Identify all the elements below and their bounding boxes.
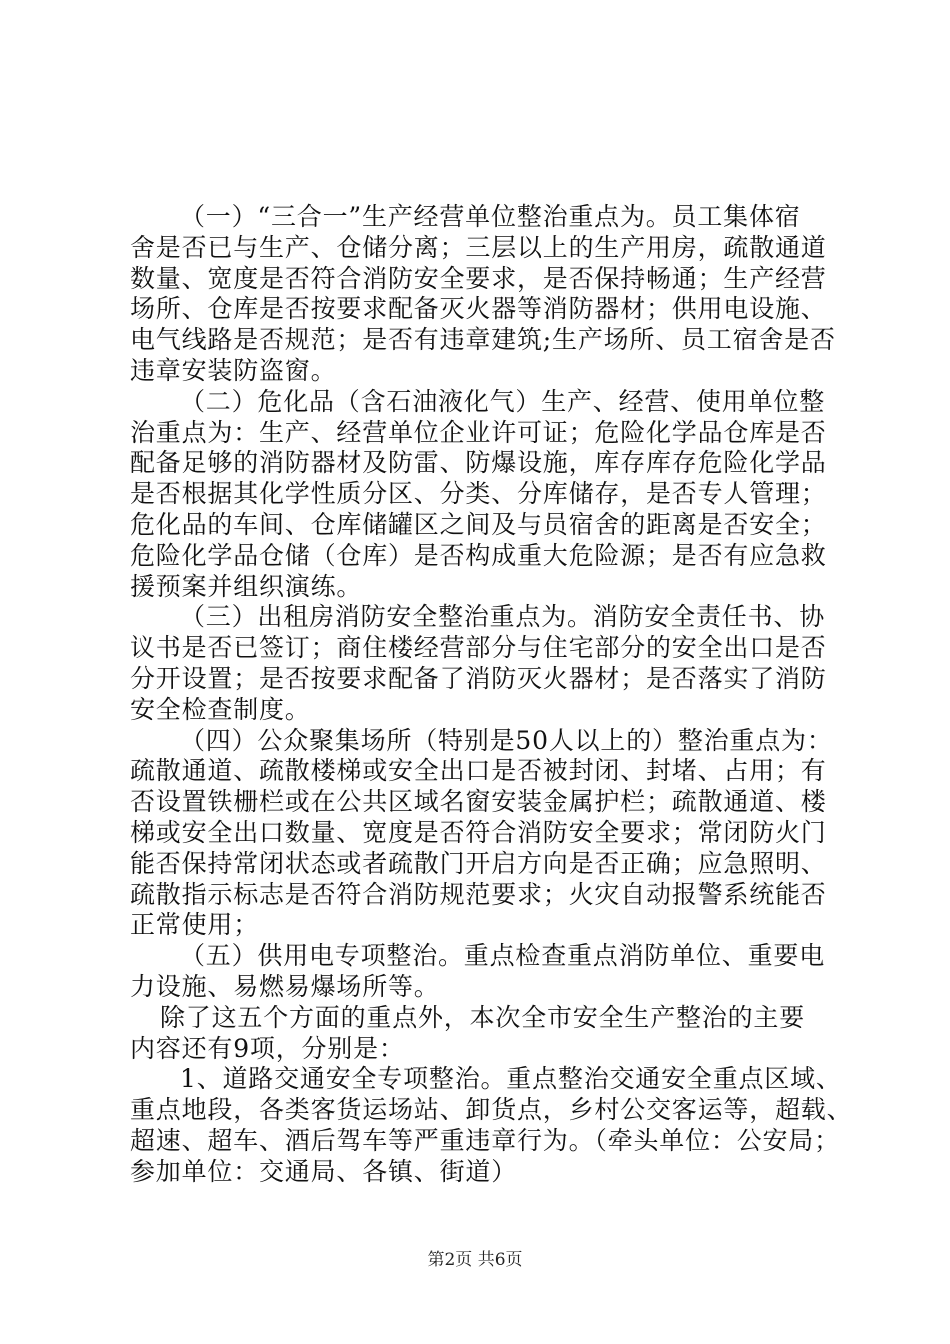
body-text-line: 是否根据其化学性质分区、分类、分库储存，是否专人管理； (130, 479, 827, 508)
body-text-line: 数量、宽度是否符合消防安全要求，是否保持畅通；生产经营 (130, 264, 827, 293)
body-text-line: 除了这五个方面的重点外，本次全市安全生产整治的主要 (160, 1003, 806, 1032)
body-text-line: 危险化学品仓储（仓库）是否构成重大危险源；是否有应急救 (130, 541, 827, 570)
body-text-line: 内容还有9项，分别是： (130, 1034, 405, 1063)
body-text-line: （一）“三合一”生产经营单位整治重点为。员工集体宿 (180, 202, 801, 231)
body-text-line: 违章安装防盗窗。 (130, 356, 337, 385)
body-text-line: 援预案并组织演练。 (130, 572, 363, 601)
body-text-line: 否设置铁栅栏或在公共区域名窗安装金属护栏；疏散通道、楼 (130, 787, 827, 816)
body-text-line: 舍是否已与生产、仓储分离；三层以上的生产用房，疏散通道 (130, 233, 827, 262)
body-text-line: 场所、仓库是否按要求配备灭火器等消防器材；供用电设施、 (130, 294, 827, 323)
body-text-line: 能否保持常闭状态或者疏散门开启方向是否正确；应急照明、 (130, 849, 827, 878)
page-number-footer: 第2页 共6页 (427, 1250, 523, 1270)
body-text-line: 参加单位：交通局、各镇、街道） (130, 1157, 518, 1186)
body-text-line: 力设施、易燃易爆场所等。 (130, 972, 440, 1001)
body-text-line: 治重点为：生产、经营单位企业许可证；危险化学品仓库是否 (130, 418, 827, 447)
body-text-line: （五）供用电专项整治。重点检查重点消防单位、重要电 (180, 941, 826, 970)
body-text-line: 梯或安全出口数量、宽度是否符合消防安全要求；常闭防火门 (130, 818, 827, 847)
body-text-line: 安全检查制度。 (130, 695, 311, 724)
body-text-line: 议书是否已签订；商住楼经营部分与住宅部分的安全出口是否 (130, 633, 827, 662)
body-text-line: （三）出租房消防安全整治重点为。消防安全责任书、协 (180, 602, 826, 631)
body-text-line: 重点地段，各类客货运场站、卸货点，乡村公交客运等，超载、 (130, 1095, 853, 1124)
body-text-line: 配备足够的消防器材及防雷、防爆设施，库存库存危险化学品 (130, 448, 827, 477)
body-text-line: （二）危化品（含石油液化气）生产、经营、使用单位整 (180, 387, 826, 416)
body-text-line: （四）公众聚集场所（特别是50人以上的）整治重点为： (180, 726, 833, 755)
body-text-line: 1、道路交通安全专项整治。重点整治交通安全重点区域、 (180, 1064, 842, 1093)
body-text-line: 危化品的车间、仓库储罐区之间及与员宿舍的距离是否安全； (130, 510, 827, 539)
body-text-line: 疏散通道、疏散楼梯或安全出口是否被封闭、封堵、占用；有 (130, 756, 827, 785)
body-text-line: 分开设置；是否按要求配备了消防灭火器材；是否落实了消防 (130, 664, 827, 693)
body-text-line: 电气线路是否规范；是否有违章建筑;生产场所、员工宿舍是否 (130, 325, 836, 354)
body-text-line: 疏散指示标志是否符合消防规范要求；火灾自动报警系统能否 (130, 880, 827, 909)
body-text-line: 超速、超车、酒后驾车等严重违章行为。（牵头单位：公安局； (130, 1126, 840, 1155)
body-text-line: 正常使用； (130, 910, 260, 939)
